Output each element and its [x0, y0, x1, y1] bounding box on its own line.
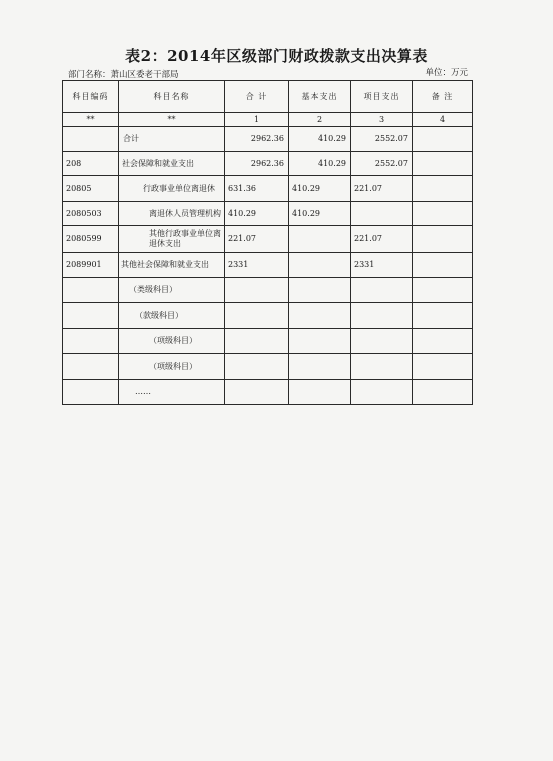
cell-note — [413, 152, 473, 176]
cell-note — [413, 278, 473, 303]
cell-note — [413, 176, 473, 202]
cell-name: 社会保障和就业支出 — [119, 152, 225, 176]
cell-code: 20805 — [63, 176, 119, 202]
table-row — [63, 354, 473, 380]
cell-name: 行政事业单位离退休 — [119, 176, 225, 202]
marker-cell: ** — [63, 113, 119, 127]
cell-project — [351, 354, 413, 380]
marker-cell: 4 — [413, 113, 473, 127]
header-basic: 基本支出 — [289, 81, 351, 113]
cell-code: 208 — [63, 152, 119, 176]
cell-basic — [289, 278, 351, 303]
cell-code: 2080599 — [63, 226, 119, 253]
cell-total: 2962.36 — [225, 152, 289, 176]
marker-cell: 3 — [351, 113, 413, 127]
cell-name: （款级科目） — [119, 303, 225, 329]
cell-basic: 410.29 — [289, 127, 351, 152]
cell-total — [225, 354, 289, 380]
cell-project: 2331 — [351, 253, 413, 278]
cell-project: 221.07 — [351, 176, 413, 202]
table-header-row — [63, 81, 473, 113]
cell-basic — [289, 226, 351, 253]
cell-code — [63, 329, 119, 354]
cell-basic: 410.29 — [289, 152, 351, 176]
cell-note — [413, 354, 473, 380]
cell-name: …… — [119, 380, 225, 405]
cell-note — [413, 303, 473, 329]
header-total: 合 计 — [225, 81, 289, 113]
table-row — [63, 226, 473, 253]
table-row — [63, 380, 473, 405]
cell-basic — [289, 253, 351, 278]
cell-project: 2552.07 — [351, 127, 413, 152]
cell-basic: 410.29 — [289, 202, 351, 226]
cell-total: 2962.36 — [225, 127, 289, 152]
cell-code: 2089901 — [63, 253, 119, 278]
table-row — [63, 278, 473, 303]
cell-name: 离退休人员管理机构 — [119, 202, 225, 226]
table-row — [63, 253, 473, 278]
cell-name: （项级科目） — [119, 329, 225, 354]
table-row — [63, 303, 473, 329]
cell-basic — [289, 329, 351, 354]
cell-project: 221.07 — [351, 226, 413, 253]
table-row — [63, 202, 473, 226]
cell-note — [413, 202, 473, 226]
cell-project — [351, 278, 413, 303]
header-name: 科目名称 — [119, 81, 225, 113]
table-row — [63, 152, 473, 176]
cell-project — [351, 202, 413, 226]
cell-total: 631.36 — [225, 176, 289, 202]
cell-name: （类级科目） — [119, 278, 225, 303]
unit-label: 单位：万元 — [425, 68, 468, 78]
marker-cell: ** — [119, 113, 225, 127]
cell-code: 2080503 — [63, 202, 119, 226]
column-index-row — [63, 113, 473, 127]
cell-total — [225, 303, 289, 329]
cell-name: （项级科目） — [119, 354, 225, 380]
expenditure-table — [62, 80, 473, 405]
cell-total — [225, 278, 289, 303]
cell-code — [63, 354, 119, 380]
cell-code — [63, 278, 119, 303]
cell-project — [351, 380, 413, 405]
cell-total: 2331 — [225, 253, 289, 278]
cell-basic — [289, 303, 351, 329]
cell-note — [413, 127, 473, 152]
marker-cell: 2 — [289, 113, 351, 127]
cell-basic: 410.29 — [289, 176, 351, 202]
cell-project — [351, 329, 413, 354]
cell-code — [63, 303, 119, 329]
cell-code — [63, 380, 119, 405]
table-row — [63, 329, 473, 354]
cell-name: 合计 — [119, 127, 225, 152]
header-project: 项目支出 — [351, 81, 413, 113]
table-row — [63, 176, 473, 202]
department-label: 部门名称：萧山区委老干部局 — [68, 70, 179, 80]
cell-total — [225, 329, 289, 354]
cell-total: 410.29 — [225, 202, 289, 226]
cell-note — [413, 329, 473, 354]
marker-cell: 1 — [225, 113, 289, 127]
cell-note — [413, 380, 473, 405]
header-code: 科目编码 — [63, 81, 119, 113]
page-title: 表2：2014年区级部门财政拨款支出决算表 — [125, 47, 428, 65]
cell-total — [225, 380, 289, 405]
cell-name: 其他行政事业单位离退休支出 — [119, 226, 225, 253]
cell-project: 2552.07 — [351, 152, 413, 176]
cell-note — [413, 253, 473, 278]
cell-note — [413, 226, 473, 253]
cell-total: 221.07 — [225, 226, 289, 253]
cell-basic — [289, 380, 351, 405]
cell-project — [351, 303, 413, 329]
header-note: 备 注 — [413, 81, 473, 113]
cell-basic — [289, 354, 351, 380]
cell-code — [63, 127, 119, 152]
table-row — [63, 127, 473, 152]
cell-name: 其他社会保障和就业支出 — [119, 253, 225, 278]
